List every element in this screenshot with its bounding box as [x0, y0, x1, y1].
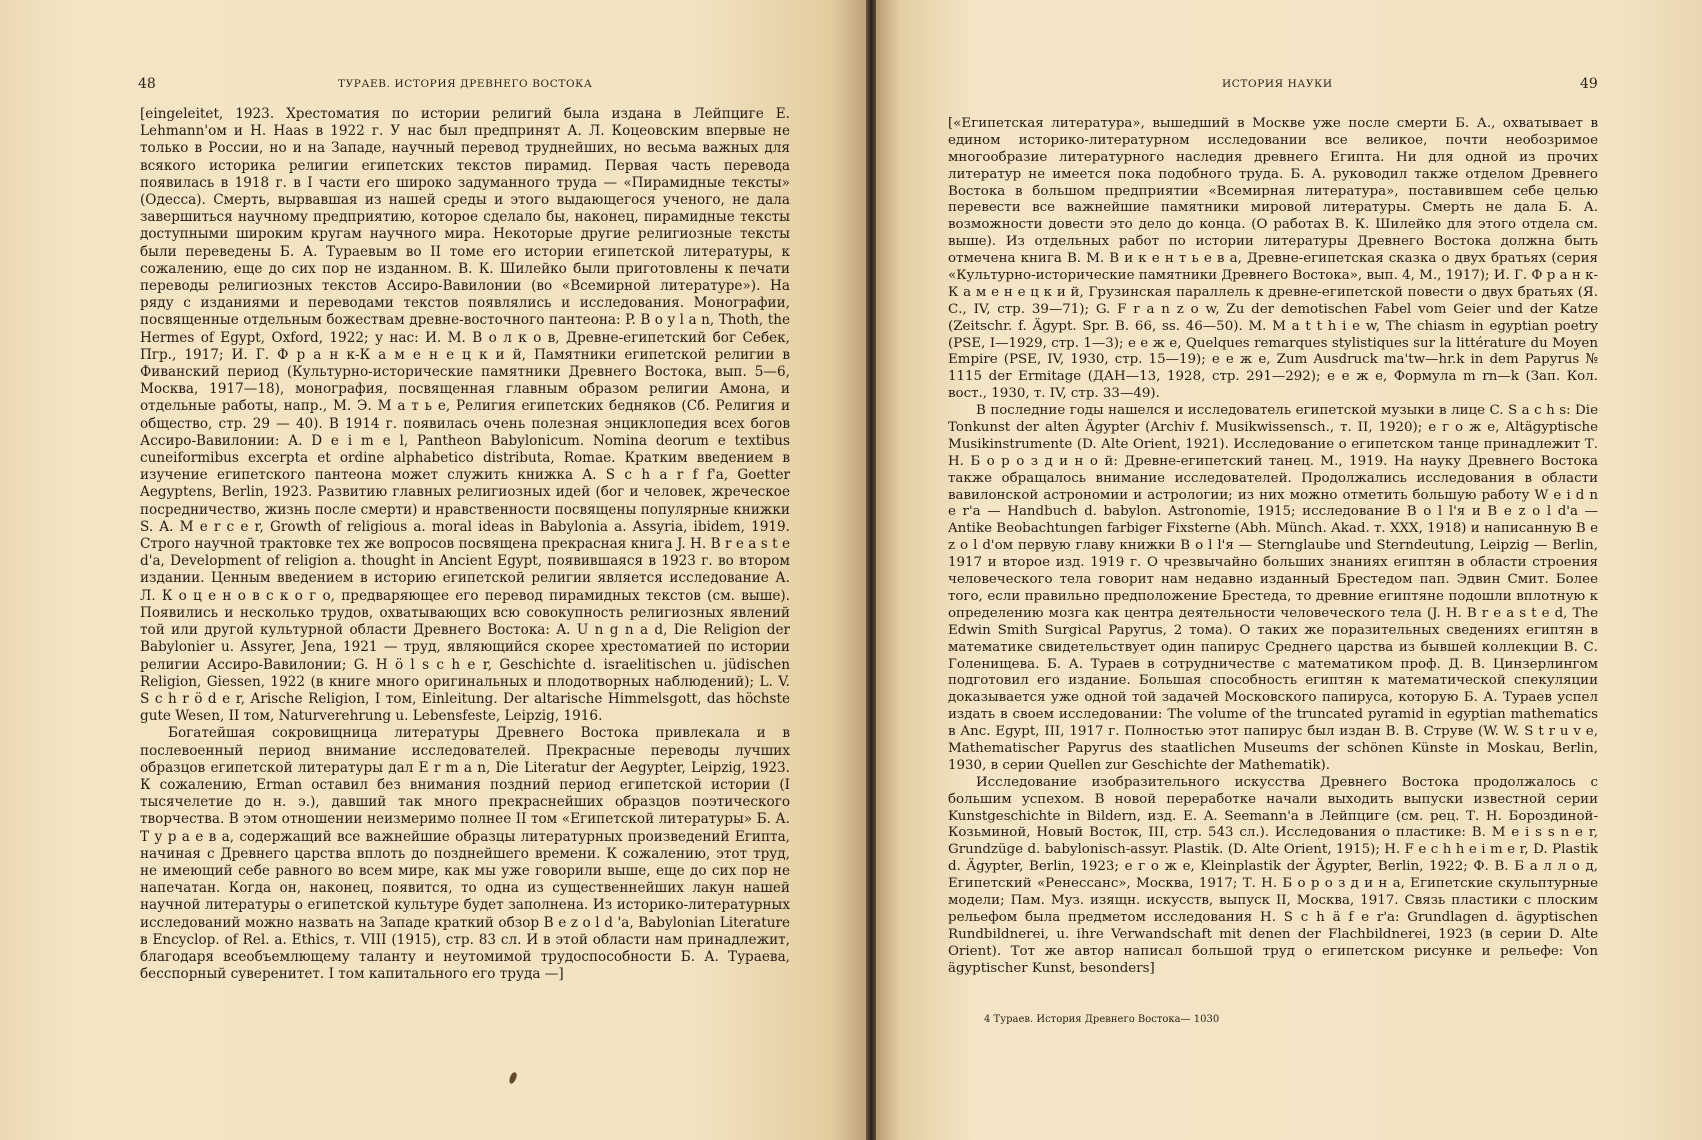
page-footer-signature: 4 Тураев. История Древнего Востока— 1030 [984, 1014, 1220, 1025]
right-body-text [948, 116, 1598, 1006]
page-number: 48 [138, 76, 156, 92]
page-number: 49 [1580, 76, 1598, 92]
paragraph: Богатейшая сокровищница литературы Древнего Востока привлекала и в послевоенный период внимание исследователей. Прекрасные переводы лучших образцов египетской литературы дал E r m a n, Die Literatur der Aegypter, Leipzig, 1923. К сожалению, Erman оставил без внимания поздний период египетской истории (I тысячелетие до н. э.), давший так много прекраснейших образцов поэтического творчества. В этом отношении неизмеримо полнее II том «Египетской литературы» Б. А. Т у р а е в а, содержащий все важнейшие образцы литературных произведений Египта, начиная с Древнего царства вплоть до позднейшего времени. К сожалению, этот труд, не имеющий себе равного во всем мире, как мы уже говорили выше, еще до сих пор не напечатан. Когда он, наконец, появится, то одна из существеннейших лакун нашей научной литературы о египетской культуре будет заполнена. Из историко-литературных исследований можно назвать на Западе краткий обзор B e z o l d 'a, Babylonian Literature в Encyclop. of Rel. a. Ethics, т. VIII (1915), стр. 83 сл. И в этой области нам принадлежит, благодаря всеобъемлющему таланту и неутомимой трудоспособности Б. А. Тураева, бесспорный суверенитет. I том капитального его труда —] [140, 725, 790, 983]
paragraph: В последние годы нашелся и исследователь египетской музыки в лице C. S a c h s: Die Tonkunst der alten Ägypter (Archiv f. Musikwissensch., т. II, 1920); е г о ж е, Altägyptische Musikinstrumente (D. Alte Orient, 1921). Исследование о египетском танце принадлежит Т. Н. Б о р о з д и н о й: Древне-египетский танец. М., 1919. На науку Древнего Востока также обращалось внимание исследователей. Продолжались исследования в области вавилонской астрономии и астрологии; из них можно отметить большую работу W e i d n e r'a — Handbuch d. babylon. Astronomie, 1915; исследование B o l l'я и B e z o l d'a — Antike Beobachtungen farbiger Fixsterne (Abh. Münch. Akad. т. XXX, 1918) и написанную B e z o l d'ом первую главу книжки B o l l'я — Sternglaube und Sterndeutung, Leipzig — Berlin, 1917 и второе изд. 1919 г. О чрезвычайно больших знаниях египтян в области строения человеческого тела говорит нам недавно изданный Брестедом пап. Эдвин Смит. Более того, если правильно предположение Брестеда, то древние египтяне подошли вплотную к определению мозга как центра деятельности человеческого тела (J. H. B r e a s t e d, The Edwin Smith Surgical Papyrus, 2 тома). О таких же поразительных сведениях египтян в математике свидетельствует один папирус Среднего царства из бывшей коллекции В. С. Голенищева. Б. А. Тураев в сотрудничестве с математиком проф. Д. В. Цинзерлингом подготовил его издание. Большая способность египтян к математической спекуляции доказывается уже одной той задачей Московского папируса, которую Б. А. Тураев успел издать в своем исследовании: The volume of the truncated pyramid in egyptian mathematics в Anc. Egypt, III, 1917 г. Полностью этот папирус был издан В. В. Струве (W. W. S t r u v e, Mathematischer Papyrus des staatlichen Museums der schönen Künste in Moskau, Berlin, 1930, в серии Quellen zur Geschichte der Mathematik). [948, 403, 1598, 773]
left-body-text [140, 106, 790, 1106]
paragraph: [eingeleitet, 1923. Хрестоматия по истории религий была издана в Лейпциге E. Lehmann'ом и H. Haas в 1922 г. У нас был предпринят А. Л. Коцеовским впервые не только в России, но и на Западе, научный перевод труднейших, но весьма важных для всякого историка религии египетских текстов пирамид. Первая часть перевода появилась в 1918 г. в I части его широко задуманного труда — «Пирамидные тексты» (Одесса). Смерть, вырвавшая из нашей среды и этого выдающегося ученого, не дала завершиться научному предприятию, которое сделало бы, наконец, пирамидные тексты доступными широким кругам научного мира. Некоторые другие религиозные тексты были переведены Б. А. Тураевым во II томе его истории египетской литературы, к сожалению, еще до сих пор не изданном. В. К. Шилейко были приготовлены к печати переводы религиозных текстов Ассиро-Вавилонии (во «Всемирной литературе»). На ряду с изданиями и переводами текстов появлялись и исследования. Монографии, посвященные отдельным божествам древне-восточного пантеона: P. B o y l a n, Thoth, the Hermes of Egypt, Oxford, 1922; у нас: И. М. В о л к о в, Древне-египетский бог Себек, Пгр., 1917; И. Г. Ф р а н к-К а м е н е ц к и й, Памятники египетской религии в Фиванский период (Культурно-исторические памятники Древнего Востока, вып. 5—6, Москва, 1917—18), монография, посвященная главным образом религии Амона, и отдельные работы, напр., М. Э. М а т ь е, Религия египетских бедняков (Сб. Религия и общество, стр. 29 — 40). В 1914 г. появилась очень полезная энциклопедия всех богов Ассиро-Вавилонии: A. D e i m e l, Pantheon Babylonicum. Nomina deorum e textibus cuneiformibus excerpta et ordine alphabetico distributa, Romae. Кратким введением в изучение египетского пантеона может служить книжка A. S c h a r f f'a, Goetter Aegyptens, Berlin, 1923. Развитию главных религиозных идей (бог и человек, жреческое посредничество, жизнь после смерти) и нравственности посвящены популярные книжки S. A. M e r c e r, Growth of religious a. moral ideas in Babylonia a. Assyria, ibidem, 1919. Строго научной трактовке тех же вопросов посвящена прекрасная книга J. H. B r e a s t e d'a, Development of religion a. thought in Ancient Egypt, появившаяся в 1923 г. во втором издании. Ценным введением в историю египетской религии является исследование А. Л. К о ц е н о в с к о г о, предваряющее его перевод пирамидных текстов (см. выше). Появились и несколько трудов, охватывающих всю совокупность религиозных явлений той или другой культурной области Древнего Востока: A. U n g n a d, Die Religion der Babylonier u. Assyrer, Jena, 1921 — труд, являющийся скорее хрестоматией по истории религии Ассиро-Вавилонии; G. H ö l s c h e r, Geschichte d. israelitischen u. jüdischen Religion, Giessen, 1922 (в книге много оригинальных и плодотворных наблюдений); L. V. S c h r ö d e r, Arische Religion, I том, Einleitung. Der altarische Himmelsgott, das höchste gute Wesen, II том, Naturverehrung u. Lebensfeste, Leipzig, 1916. [140, 106, 790, 725]
running-header: ТУРАЕВ. ИСТОРИЯ ДРЕВНЕГО ВОСТОКА [338, 78, 593, 90]
book-gutter [866, 0, 876, 1140]
paragraph: Исследование изобразительного искусства Древнего Востока продолжалось с большим успехом. В новой переработке начали выходить выпуски известной серии Kunstgeschichte in Bildern, изд. E. A. Seemann'a в Лейпциге (см. рец. Т. Н. Бороздиной-Козьминой, Новый Восток, III, стр. 543 сл.). Исследования о пластике: B. M e i s s n e r, Grundzüge d. babylonisch-assyr. Plastik. (D. Alte Orient, 1915); H. F e c h h e i m e r, D. Plastik d. Ägypter, Berlin, 1923; е г о ж е, Kleinplastik der Ägypter, Berlin, 1922; Ф. В. Б а л л о д, Египетский «Ренессанс», Москва, 1917; Т. Н. Б о р о з д и н а, Египетские скульптурные модели; Пам. Муз. изящн. искусств, выпуск II, Москва, 1917. Связь пластики с плоским рельефом была предметом исследования H. S c h ä f e r'a: Grundlagen d. ägyptischen Rundbildnerei, u. ihre Verwandschaft mit denen der Flachbildnerei, 1923 (в серии D. Alte Orient). Тот же автор написал большой труд о египетском рисунке и рельефе: Von ägyptischer Kunst, besonders] [948, 774, 1598, 976]
right-page [876, 0, 1702, 1140]
running-header: ИСТОРИЯ НАУКИ [1222, 78, 1333, 90]
paragraph: [«Египетская литература», вышедший в Москве уже после смерти Б. А., охватывает в едином историко-литературном исследовании все великое, почти необозримое многообразие литературного наследия древнего Египта. Ни для одной из прочих литератур не имеется пока подобного труда. Б. А. руководил также отделом Древнего Востока в большом предприятии «Всемирная литература», поставившем себе целью перевести все важнейшие памятники мировой литературы. Смерть не дала Б. А. возможности довести это дело до конца. (О работах В. К. Шилейко для этого отдела см. выше). Из отдельных работ по истории литературы Древнего Востока должна быть отмечена книга В. М. В и к е н т ь е в а, Древне-египетская сказка о двух братьях (серия «Культурно-исторические памятники Древнего Востока», вып. 4, М., 1917); И. Г. Ф р а н к-К а м е н е ц к и й, Грузинская параллель к древне-египетской повести о двух братьях (Я. С., IV, стр. 39—71); G. F r a n z o w, Zu der demotischen Fabel vom Geier und der Katze (Zeitschr. f. Ägypt. Spr. B. 66, ss. 46—50). M. M a t t h i e w, The chiasm in egyptian poetry (PSE, I—1929, стр. 1—3); е е ж е, Quelques remarques stylistiques sur la littérature du Moyen Empire (PSE, IV, 1930, стр. 15—19); е е ж е, Zum Ausdruck ma'tw—hr.k in dem Papyrus № 1115 der Ermitage (ДАН—13, 1928, стр. 291—292); е е ж е, Формула m rn—k (Зап. Кол. вост., 1930, т. IV, стр. 33—49). [948, 116, 1598, 402]
